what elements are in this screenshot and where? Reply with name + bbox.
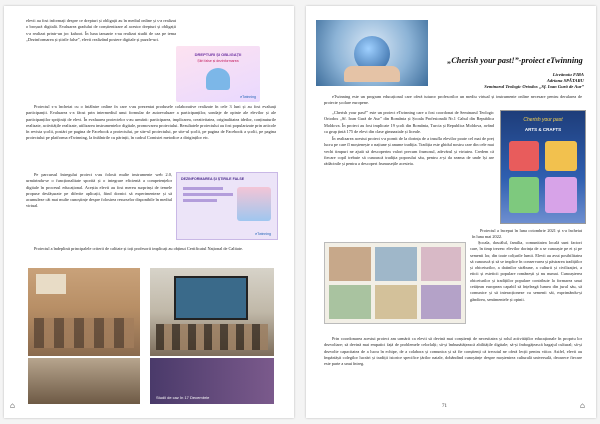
author-2: Adriana SPĂTARU bbox=[546, 78, 584, 83]
right-paragraph-2: „Cherish your past!” este un proiect eTwinning care a fost coordonat de Seminarul Teologic Ortodox „Sf. Ioan Gură de Aur” din România și Școala Profesională Nr.1 Cahul din Republica Moldova. În proiect au fost implicate 19 școli din România, Turcia și Republica Moldova, având ca grup țintă 175 de elevi din clase gimnaziale și liceale. bbox=[324, 110, 494, 134]
left-paragraph-3: Pe parcursul întregului proiect s-au folosit multe instrumente web 2.0, urmărindu-se o funcționalitate sporită și o integrare eficientă a competențelor digitale în procesul educațional. Aceștia elevii au fost mereu surprinși de temele propuse desfășurate pe diferite aplicații, fiind dornici să experimenteze și să acumuleze cât mai multe cunoștințe despre folosirea resurselor disponibile în mediul virtual. bbox=[26, 172, 172, 209]
classroom-photo-2-students bbox=[156, 324, 268, 350]
left-page bbox=[4, 6, 294, 418]
arts-crafts-poster bbox=[500, 110, 586, 224]
left-text-bottom bbox=[26, 246, 276, 253]
right-paragraph-6: Prin coordonarea acestui proiect am urmărit ca elevii să devină mai conștienți de necesitatea și rolul activităților educaționale în propriu lor dezvoltare; să devină mai empatici față de problemele celorlalți; să-și îmbunătățească abilitățile digitale; să-și îmbogățească bagajul cultural; să-și dezvolte capacitatea de a lucra în echipe, de a colabora și comunica și să fie conștienți că trecutul ne oferă lecții pentru viitor. Astfel, elevii au împărtășit colegilor lucrări și tradiții istorice specifice țărilor natale, dobândind cunoștințe despre moștenirea culturală universală, deoarece fiecare este parte a unui întreg. bbox=[324, 336, 582, 367]
poster1-figure bbox=[206, 68, 230, 90]
left-text-top bbox=[26, 18, 276, 44]
article-title: „Cherish your past!”-proiect eTwinning bbox=[447, 56, 583, 65]
right-text-side bbox=[470, 240, 582, 304]
poster-craft-1 bbox=[509, 141, 539, 171]
classroom-photo-3 bbox=[28, 358, 140, 404]
poster-craft-2 bbox=[545, 141, 577, 171]
poster1-subtitle: Știri false și dezinformarea bbox=[197, 59, 239, 63]
poster2-title: DEZINFORMAREA ȘI ȘTIRILE FALSE bbox=[181, 177, 245, 181]
classroom-photo-2 bbox=[150, 268, 274, 356]
page-number: 71 bbox=[442, 404, 447, 409]
students-collage bbox=[324, 242, 466, 324]
poster2-brand: eTwinning bbox=[255, 232, 271, 236]
poster-craft-4 bbox=[545, 177, 577, 213]
left-paragraph-2: Proiectul s-a încheiat cu o întâlnire online în care s-au prezentat produsele colaborative realizate în cele 3 luni și au fost evaluați participanții. Evaluarea s-a făcut prin intermediul unui formular de autoevaluare a participanților, sondaje de opinie ale elevilor și ale participanților sprijiniți de elevi. În evaluarea proiectelor s-au urmărit: participarea, implicarea, creativitatea, originalitatea ideilor, conținuturile realizate, activitățile realizate, utilizarea instrumentelor digitale, promovarea proiectului. Rezultatele proiectului au fost popularizate prin articole în revista școlii, postări pe pagina de Facebook a proiectului, pe site-ul proiectului, pe site-ul școlii, pe pagina de Facebook a școlii, pe pagina proiectului pe platforma eTwinning, la întâlnirile cu părinții, în cadrul Comisiei metodice a diriginților etc. bbox=[26, 104, 276, 141]
screen-photo bbox=[150, 358, 274, 404]
house-icon[interactable]: ⌂ bbox=[10, 401, 15, 410]
collage-photo-5 bbox=[375, 285, 417, 319]
right-paragraph-1: eTwinning este un program educațional care oferă tuturor profesorilor un mediu virtual și instrumente online necesare pentru derularea de proiecte școlare europene. bbox=[324, 94, 582, 106]
left-paragraph-1: elevii au fost informați despre ce drepturi și obligații au în mediul online și s-a realizat o broșură digitală. Evaluarea gradului de conștientizare al acestor drepturi și obligații s-a realizat printr-un joc kahoot. În luna ianuarie s-au realizat studii de caz pe tema „Dezinformarea și știrile false”, elevii realizând postere digitale și puzzle-uri. bbox=[26, 18, 176, 42]
poster-craft-3 bbox=[509, 177, 539, 213]
classroom-photo-1 bbox=[28, 268, 140, 356]
classroom-photo-2-screen bbox=[174, 276, 248, 320]
left-text-middle bbox=[26, 104, 276, 143]
collage-photo-3 bbox=[421, 247, 461, 281]
poster2-item-1 bbox=[183, 187, 223, 190]
collage-photo-6 bbox=[421, 285, 461, 319]
poster1-brand: eTwinning bbox=[240, 95, 256, 99]
header-photo-hand bbox=[344, 66, 400, 82]
right-paragraph-5: Școala, dascălul, familia, comunitatea locală sunt factori care, în timp trezesc elevilor dorința de a se cunoaște pe ei și pe semenii lor, din toate colțurile lumii. Elevii au avut posibilitatea să cunoască și să se implice în conservarea și păstrarea tradițiilor și obiceiurilor, a datinilor străbune, a culturii și civilizației, a eticii și esteticii populare românești și nu numai. Cunoașterea obiceiurilor și tradițiilor populare contribuie la formarea unui cetățean european capabil să înțeleagă lumea din jurul său, să comunice și să interacționeze cu semenii săi, exprimându-și gândirea, sentimentele și opinii. bbox=[470, 240, 582, 302]
right-page bbox=[306, 6, 596, 418]
right-paragraph-4: Proiectul a început în luna octombrie 2021 și s-a încheiat în luna mai 2022. bbox=[472, 228, 582, 240]
poster2-item-2 bbox=[183, 193, 233, 196]
poster2-item-3 bbox=[183, 199, 217, 202]
classroom-photo-1-window bbox=[36, 274, 66, 294]
left-paragraph-4: Proiectul a îndeplinit principalele criterii de calitate și toți profesorii implicați au obținut Certificatul Național de Calitate. bbox=[34, 246, 243, 251]
right-text-intro bbox=[324, 94, 582, 108]
collage-photo-2 bbox=[375, 247, 417, 281]
poster2-picture bbox=[237, 187, 271, 221]
screen-caption: Studii de caz în 17 Decembrie bbox=[156, 395, 210, 400]
house-icon[interactable]: ⌂ bbox=[580, 401, 585, 410]
poster-disinformation bbox=[176, 172, 278, 240]
classroom-photo-1-desks bbox=[34, 318, 134, 348]
poster-subtitle: ARTS & CRAFTS bbox=[524, 127, 562, 132]
right-paragraph-3: În realizarea acestui proiect s-a pornit de la dorința de a insufla elevilor poate cel mai de preț lucru pe care îl moștenește o națiune și anume tradiția. Tradiția este ghidul nostru care din cele mai vechi timpuri ne ajută să descoperim valori precum frumosul, adevărul și virtutea. Credem că fiecare copil trebuie să cunoască tradiția poporului său, pentru a-și da seama de unde își are rădăcinile și pentru a descoperi frumusețile acesteia. bbox=[324, 136, 494, 167]
right-text-bottom bbox=[324, 336, 582, 368]
left-text-lower bbox=[26, 172, 172, 211]
poster1-title: DREPTURI ȘI OBLIGAȚII bbox=[194, 52, 242, 57]
collage-photo-1 bbox=[329, 247, 371, 281]
right-text-col bbox=[324, 110, 494, 169]
poster-rights-obligations bbox=[176, 46, 260, 102]
header-photo bbox=[316, 20, 428, 86]
author-school: Seminarul Teologic Ortodox „Sf. Ioan Gură de Aur” bbox=[484, 84, 584, 89]
poster-title: Cherish your past bbox=[523, 117, 563, 123]
author-1: Liceănoiu FIRA bbox=[552, 72, 584, 77]
collage-photo-4 bbox=[329, 285, 371, 319]
